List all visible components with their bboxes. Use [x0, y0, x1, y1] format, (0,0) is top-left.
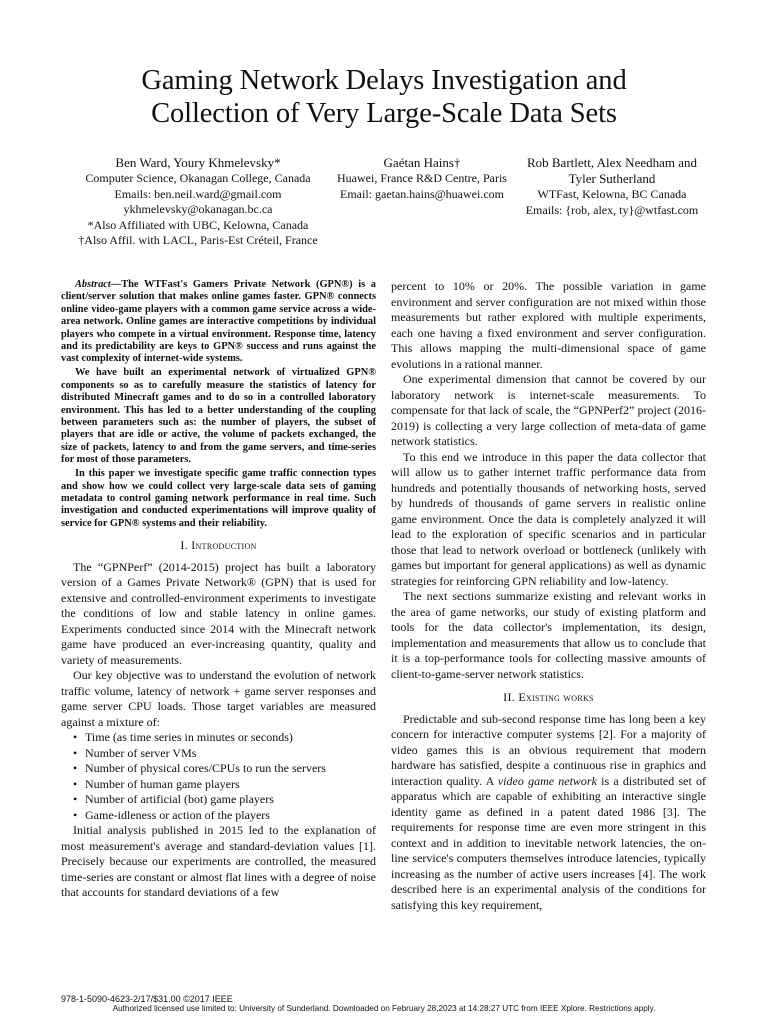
list-item: • Game-idleness or action of the players — [73, 808, 376, 824]
body-paragraph: Our key objective was to understand the evolution of network traffic volume, latency of network + game server responses and game server CPU loads. Those target variables are measured against a mixture of: — [61, 668, 376, 729]
list-item: • Time (as time series in minutes or seconds) — [73, 730, 376, 746]
author-affiliation: Huawei, France R&D Centre, Paris — [337, 171, 507, 185]
title-line-2: Collection of Very Large-Scale Data Sets — [151, 98, 617, 129]
list-item: • Number of human game players — [73, 777, 376, 793]
body-paragraph: One experimental dimension that cannot be covered by our laboratory network is internet-scale measurements. To compensate for that lack of scale, the “GPNPerf2” project (2016-2019) is collecting a very large collection of meta-data of game network statistics. — [391, 372, 706, 448]
author-email: Emails: ben.neil.ward@gmail.com — [114, 186, 282, 201]
body-paragraph: Initial analysis published in 2015 led to the explanation of most measurement's average and standard-deviation values [1]. Precisely because our experiments are controlled, the measured time-series are constant or almost flat lines with a degree of noise that accounts for standard deviations of a few — [61, 823, 376, 900]
right-column — [391, 279, 706, 913]
author-names: Gaétan Hains† — [383, 155, 461, 170]
author-note: †Also Affil. with LACL, Paris-Est Créteil, France — [78, 233, 318, 247]
author-affiliation: Computer Science, Okanagan College, Canada — [85, 171, 311, 185]
body-paragraph: The next sections summarize existing and relevant works in the area of game networks, our study of existing platform and tools for the data collector's implementation, its design, implementation and measurements that allow us to conclude that it is a top-performance tools for collecting massive amounts of client-to-game-server network statistics. — [391, 589, 706, 681]
existing-works-body — [391, 712, 706, 914]
abstract-paragraph: We have built an experimental network of virtualized GPN® components so as to carefully measure the statistics of latency for distributed Minecraft games and to do so in a controlled laboratory environment. This has led to a better understanding of the coupling between parameters such as: the number of players, the subset of players that are idle or active, the volume of packets exchanged, the size of packets, latency to and from the game servers, and time-series for most of those parameters. — [61, 367, 376, 466]
introduction-body-continued — [391, 279, 706, 682]
author-names: Ben Ward, Youry Khmelevsky* — [115, 155, 281, 170]
abstract-paragraph: In this paper we investigate specific game traffic connection types and show how we could collect very large-scale data sets of gaming metadata to control gaming network performance in real time. Such investigation and conducted experimentations will improve quality of service for GPN® systems and their reliability. — [61, 468, 376, 529]
body-paragraph: Predictable and sub-second response time has long been a key concern for interactive computer systems [2]. For a majority of video games this is an obvious requirement that modern hardware has satisfied, despite a continuous rise in graphics and interaction quality. A video game network is a distributed set of apparatus which are capable of exhibiting an interactive single identity game as defined in a patent dated 1986 [3]. The requirements for response time are even more stringent in this context and in addition to inevitable network latencies, the on-line service's computers themselves introduce latencies, typically increasing as the number of active users increases [4]. The work described here is an experimental analysis of the conditions for satisfying this key requirement, — [391, 711, 707, 912]
title-line-1: Gaming Network Delays Investigation and — [141, 65, 627, 96]
author-note: *Also Affiliated with UBC, Kelowna, Canada — [87, 217, 309, 232]
defined-term: video game network — [497, 773, 597, 788]
list-item: • Number of server VMs — [73, 746, 376, 762]
list-item: • Number of artificial (bot) game players — [73, 792, 376, 808]
variable-list — [61, 730, 376, 823]
list-item: • Number of physical cores/CPUs to run the servers — [73, 761, 376, 777]
section-heading-existing-works: II. Existing works — [503, 690, 594, 704]
abstract — [61, 279, 376, 530]
author-group-huawei — [324, 155, 520, 202]
author-group-wtfast — [508, 155, 716, 218]
introduction-body — [61, 560, 376, 901]
body-paragraph: The “GPNPerf” (2014-2015) project has built a laboratory version of a Games Private Network® (GPN) that is used for extensive and controlled-environment experiments to investigate the conditions of low and stable latency in online games. Experiments conducted since 2014 with the Minecraft network game have produced an ever-increasing quantity, quality and variety of measurements. — [61, 559, 376, 667]
author-email: Email: gaetan.hains@huawei.com — [340, 186, 504, 201]
isbn-footer: 978-1-5090-4623-2/17/$31.00 ©2017 IEEE — [61, 994, 233, 1004]
author-names: Rob Bartlett, Alex Needham and — [526, 155, 698, 170]
abstract-label: Abstract — [75, 279, 111, 290]
author-group-okanagan — [60, 155, 336, 249]
abstract-paragraph: Abstract—The WTFast's Gamers Private Network (GPN®) is a client/server solution that makes online games faster. GPN® connects online video-game players with a common game service across a wide-area network. Online games are interactive competitions by individual players who compete in a virtual environment. Response time, latency and its predictability are keys to GPN® success and runs against the vast complexity of internet-wide systems. — [61, 279, 376, 365]
body-paragraph: percent to 10% or 20%. The possible variation in game environment and server configuration are not mixed within those measurements but rather explored with multiple experiments, each one having a fixed environment and server configuration. This allows mapping the multi-dimensional space of game evolutions in a rational manner. — [391, 279, 706, 371]
author-email: ykhmelevsky@okanagan.bc.ca — [123, 202, 273, 216]
paper-title — [60, 64, 708, 130]
author-names: Tyler Sutherland — [568, 171, 656, 186]
section-heading-introduction: I. Introduction — [180, 538, 257, 553]
author-email: Emails: {rob, alex, ty}@wtfast.com — [525, 202, 699, 217]
author-affiliation: WTFast, Kelowna, BC Canada — [537, 187, 687, 201]
body-paragraph: To this end we introduce in this paper the data collector that will allow us to gather internet traffic performance data from hundreds and potentially thousands of networking hosts, served by hundreds of thousands of game servers in realistic online game environment. Once the data is completely analyzed it will lead to the exploration of specific scenarios and in particular those that lead to network overload or bottleneck (unlikely with games but important for general applications) as well as dynamic strategies for reinforcing GPN reliability and low-latency. — [391, 449, 706, 588]
license-notice: Authorized licensed use limited to: University of Sunderland. Downloaded on February 28,2023 at 14:28:27 UTC from IEEE Xplore. Restrictions apply. — [112, 1004, 656, 1013]
left-column — [61, 279, 376, 901]
